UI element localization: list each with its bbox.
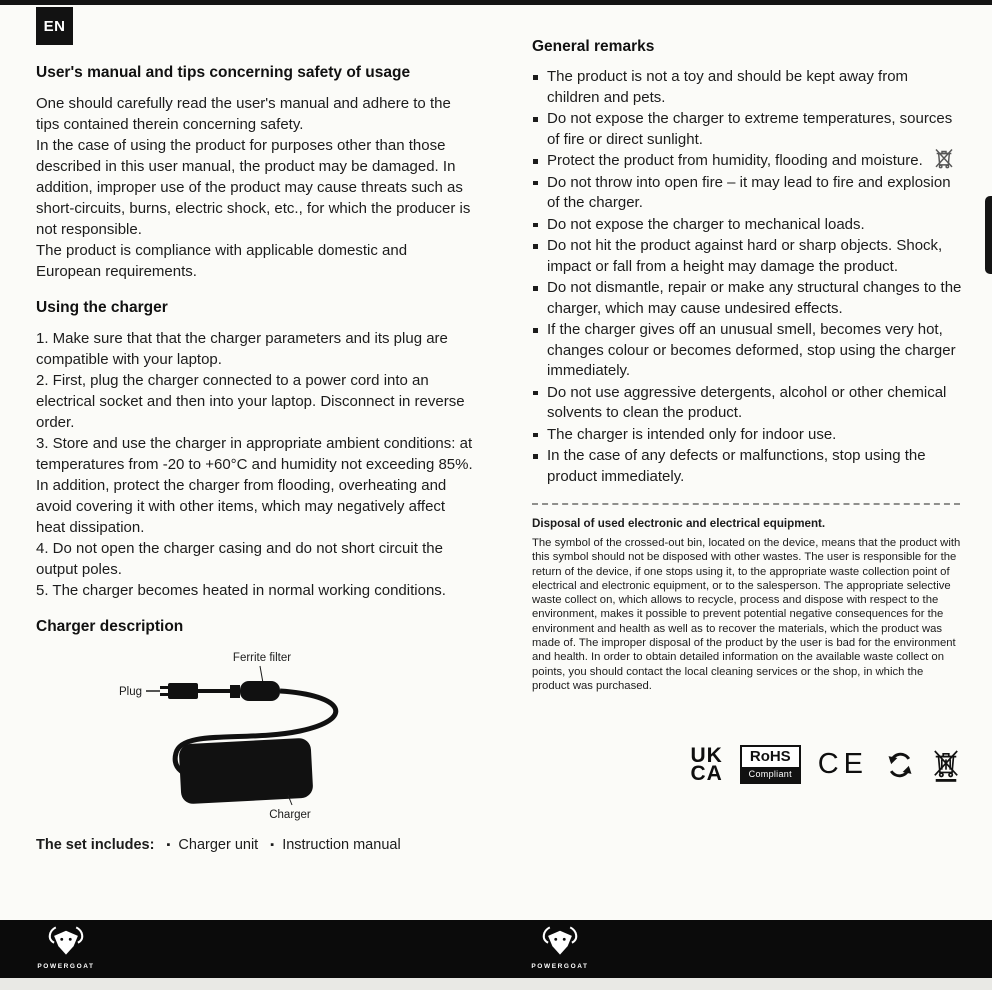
- charger-step: 5. The charger becomes heated in normal working conditions.: [36, 582, 446, 599]
- scan-edge-bottom: [0, 978, 992, 990]
- charger-step: 3. Store and use the charger in appropriate ambient conditions: at temperatures from -20 to +60°C and humidity not exceeding 85%. In addition, protect the charger from flooding, overheating and avoid covering it with other items, which may negatively affect heat dissipation.: [36, 435, 473, 536]
- general-remark-item: Protect the product from humidity, flooding and moisture.: [532, 151, 962, 172]
- rohs-compliant-label: Compliant: [742, 767, 799, 782]
- general-remark-item: Do not dismantle, repair or make any structural changes to the charger, which may cause undesired effects.: [532, 278, 962, 319]
- set-includes-label: The set includes:: [36, 837, 155, 853]
- charger-step: 1. Make sure that that the charger parameters and its plug are compatible with your laptop.: [36, 330, 448, 368]
- plug-icon: [160, 683, 198, 699]
- compliance-marks-row: [532, 745, 962, 784]
- general-remark-item: If the charger gives off an unusual smell, becomes very hot, changes colour or becomes deformed, stop using the charger immediately.: [532, 320, 962, 382]
- ce-mark: CE: [817, 748, 868, 781]
- right-column: [532, 38, 962, 784]
- rohs-name: RoHS: [749, 748, 791, 766]
- general-remarks-list: [532, 67, 962, 487]
- connector-icon: [230, 685, 240, 698]
- set-includes-item: Instruction manual: [282, 837, 401, 853]
- charger-label: Charger: [269, 809, 311, 821]
- language-badge-label: EN: [43, 17, 66, 35]
- set-includes-item: Charger unit: [178, 837, 259, 853]
- powergoat-logo: [528, 924, 592, 970]
- charger-step: 4. Do not open the charger casing and do not short circuit the output poles.: [36, 540, 443, 578]
- rohs-mark: [740, 745, 801, 784]
- charger-step: 2. First, plug the charger connected to a power cord into an electrical socket and then into your laptop. Disconnect in reverse order.: [36, 372, 465, 431]
- disposal-body: The symbol of the crossed-out bin, located on the device, means that the product with this symbol should not be disposed with other wastes. The user is responsible for the return of the device, if one stops using it, to the appropriate waste collection point of electrical and electronic equipment, or to the salesperson. The appropriate selective waste collect on, which allows to recycle, process and dispose with respect to the environment, makes it possible to prevent potential negative consequences for the environment and health as well as to recover the materials, which the product was made of. The improper disposal of the product by the user is bad for the environment and health. In order to obtain detailed information on the available waste collect on points, you should contact the local cleaning services or the shop, in which the product was purchased.: [532, 537, 961, 692]
- bullet-icon: ▪: [270, 839, 275, 851]
- goat-head-icon: [534, 924, 586, 958]
- general-remark-item: Do not throw into open fire – it may lead to fire and explosion of the charger.: [532, 173, 962, 214]
- charger-body-icon: [179, 738, 314, 805]
- general-remark-item: The charger is intended only for indoor use.: [532, 425, 962, 446]
- scan-artifact: [985, 196, 992, 274]
- scan-edge-top: [0, 0, 992, 5]
- left-column: [36, 64, 474, 853]
- safety-paragraph: In the case of using the product for purposes other than those described in this user manual, the product may be damaged. In addition, improper use of the product may cause threats such as short-circuits, burns, electric shock, etc., for which the producer is not responsible.: [36, 137, 471, 238]
- ukca-line1: UK: [690, 743, 723, 767]
- recycle-icon: [885, 750, 915, 780]
- ukca-mark: [690, 743, 723, 785]
- general-remark-item: Do not expose the charger to mechanical loads.: [532, 215, 962, 236]
- safety-paragraph: The product is compliance with applicable domestic and European requirements.: [36, 242, 408, 280]
- dashed-divider: [532, 503, 960, 505]
- footer-bar: [0, 920, 992, 978]
- brand-label: POWERGOAT: [531, 963, 589, 970]
- general-remark-item: The product is not a toy and should be kept away from children and pets.: [532, 67, 962, 108]
- section-title-charger-description: Charger description: [36, 618, 184, 635]
- general-remark-item: Do not hit the product against hard or sharp objects. Shock, impact or fall from a height may damage the product.: [532, 236, 962, 277]
- goat-head-icon: [40, 924, 92, 958]
- bullet-icon: ▪: [166, 839, 171, 851]
- safety-paragraph: One should carefully read the user's manual and adhere to the tips contained therein concerning safety.: [36, 95, 451, 133]
- section-title-using-charger: Using the charger: [36, 299, 168, 316]
- set-includes: [36, 837, 474, 853]
- section-title-general-remarks: General remarks: [532, 38, 655, 55]
- weee-bin-icon: [932, 746, 960, 784]
- general-remark-item: In the case of any defects or malfunctions, stop using the product immediately.: [532, 446, 962, 487]
- language-badge: [36, 7, 73, 45]
- plug-label: Plug: [118, 686, 142, 698]
- disposal-title: Disposal of used electronic and electrical equipment.: [532, 517, 826, 530]
- ukca-line2: CA: [690, 761, 723, 785]
- general-remark-item: Do not expose the charger to extreme temperatures, sources of fire or direct sunlight.: [532, 109, 962, 150]
- brand-label: POWERGOAT: [37, 963, 95, 970]
- small-weee-bin-icon: [934, 146, 954, 173]
- powergoat-logo: [34, 924, 98, 970]
- general-remark-item: Do not use aggressive detergents, alcohol or other chemical solvents to clean the product.: [532, 383, 962, 424]
- section-title-safety: User's manual and tips concerning safety of usage: [36, 64, 411, 81]
- ferrite-filter-label: Ferrite filter: [232, 652, 292, 664]
- charger-diagram: [36, 647, 456, 823]
- ferrite-filter-icon: [240, 681, 280, 701]
